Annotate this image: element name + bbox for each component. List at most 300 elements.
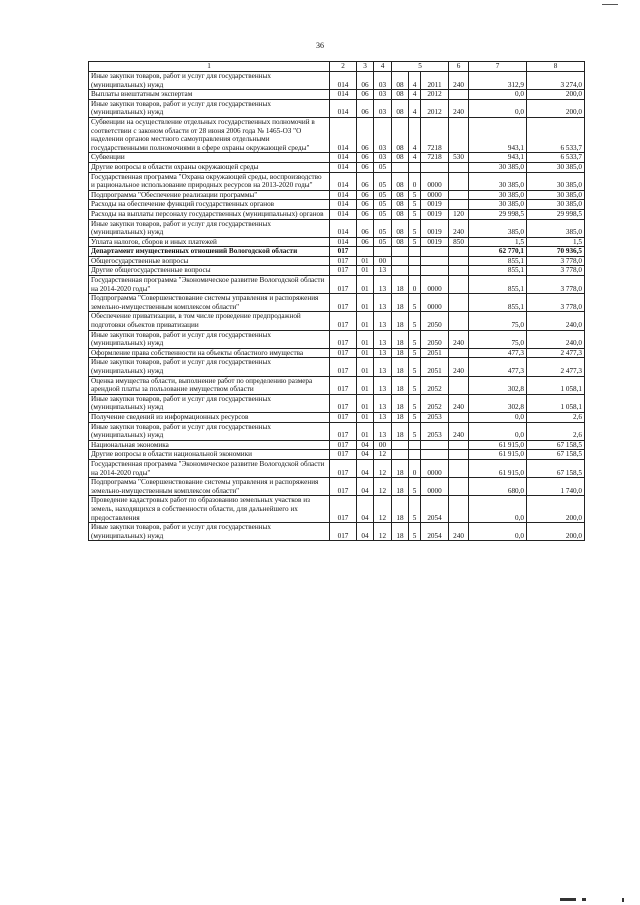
row-expense-type	[449, 440, 469, 450]
row-amount-year-2: 67 158,5	[527, 450, 585, 460]
row-subprogram-code	[409, 450, 421, 460]
row-admin-code: 014	[330, 219, 357, 237]
row-section: 01	[357, 276, 374, 294]
row-expense-type: 850	[449, 237, 469, 247]
row-admin-code: 017	[330, 376, 357, 394]
row-amount-year-1: 61 915,0	[469, 450, 527, 460]
row-subprogram-code	[409, 247, 421, 257]
row-amount-year-2: 2 477,3	[527, 348, 585, 358]
row-program-code: 18	[392, 523, 409, 541]
row-admin-code: 017	[330, 247, 357, 257]
row-direction-code: 7218	[421, 153, 449, 163]
row-direction-code: 0000	[421, 478, 449, 496]
row-admin-code: 014	[330, 99, 357, 117]
row-name: Иные закупки товаров, работ и услуг для государственных (муниципальных) нужд	[89, 422, 330, 440]
row-subprogram-code: 0	[409, 172, 421, 190]
table-row	[89, 348, 585, 358]
row-expense-type	[449, 172, 469, 190]
table-row	[89, 99, 585, 117]
row-direction-code: 2053	[421, 412, 449, 422]
row-subprogram-code: 4	[409, 153, 421, 163]
budget-table	[88, 61, 585, 541]
row-program-code: 18	[392, 312, 409, 330]
scan-mark	[582, 898, 586, 901]
row-direction-code	[421, 440, 449, 450]
row-expense-type	[449, 266, 469, 276]
row-subprogram-code: 5	[409, 422, 421, 440]
header-col-7: 7	[469, 62, 527, 72]
row-amount-year-1: 943,1	[469, 153, 527, 163]
row-name: Подпрограмма "Совершенствование системы управления и распоряжения земельно-имущественным комплексом области"	[89, 294, 330, 312]
row-subprogram-code: 4	[409, 72, 421, 90]
row-name: Общегосударственные вопросы	[89, 256, 330, 266]
row-expense-type	[449, 348, 469, 358]
row-subprogram-code: 5	[409, 496, 421, 523]
row-expense-type	[449, 478, 469, 496]
row-direction-code: 2050	[421, 330, 449, 348]
row-expense-type	[449, 90, 469, 100]
row-amount-year-2: 1 740,0	[527, 478, 585, 496]
row-program-code: 08	[392, 117, 409, 152]
row-section: 06	[357, 90, 374, 100]
row-subsection: 12	[374, 450, 392, 460]
row-amount-year-1: 0,0	[469, 99, 527, 117]
row-amount-year-1: 75,0	[469, 330, 527, 348]
row-amount-year-2: 200,0	[527, 496, 585, 523]
row-direction-code: 0000	[421, 190, 449, 200]
row-direction-code: 2052	[421, 394, 449, 412]
row-name: Выплаты внештатным экспертам	[89, 90, 330, 100]
row-name: Иные закупки товаров, работ и услуг для государственных (муниципальных) нужд	[89, 72, 330, 90]
row-direction-code: 2011	[421, 72, 449, 90]
row-section: 01	[357, 422, 374, 440]
row-subsection: 12	[374, 496, 392, 523]
row-program-code: 18	[392, 412, 409, 422]
row-subsection: 03	[374, 72, 392, 90]
row-program-code: 08	[392, 172, 409, 190]
row-subsection: 13	[374, 422, 392, 440]
row-admin-code: 017	[330, 330, 357, 348]
row-subsection: 03	[374, 153, 392, 163]
table-row	[89, 312, 585, 330]
table-row	[89, 412, 585, 422]
table-row	[89, 358, 585, 376]
row-expense-type	[449, 294, 469, 312]
row-subsection: 00	[374, 256, 392, 266]
row-expense-type	[449, 450, 469, 460]
row-amount-year-2: 30 385,0	[527, 200, 585, 210]
row-subsection: 12	[374, 523, 392, 541]
row-expense-type: 240	[449, 358, 469, 376]
row-expense-type: 240	[449, 99, 469, 117]
row-section: 04	[357, 440, 374, 450]
header-row	[89, 62, 585, 72]
row-program-code: 08	[392, 99, 409, 117]
row-subprogram-code: 5	[409, 478, 421, 496]
row-amount-year-2: 30 385,0	[527, 172, 585, 190]
row-direction-code	[421, 256, 449, 266]
row-name: Другие общегосударственные вопросы	[89, 266, 330, 276]
row-name: Подпрограмма "Совершенствование системы управления и распоряжения земельно-имущественным комплексом области"	[89, 478, 330, 496]
row-admin-code: 014	[330, 72, 357, 90]
row-admin-code: 017	[330, 496, 357, 523]
row-section: 06	[357, 153, 374, 163]
table-row	[89, 90, 585, 100]
row-direction-code: 0019	[421, 219, 449, 237]
row-section: 01	[357, 330, 374, 348]
row-section: 06	[357, 237, 374, 247]
table-row	[89, 200, 585, 210]
row-direction-code: 0000	[421, 172, 449, 190]
row-section: 06	[357, 172, 374, 190]
row-subprogram-code: 5	[409, 376, 421, 394]
row-subsection: 05	[374, 219, 392, 237]
row-amount-year-1: 855,1	[469, 276, 527, 294]
row-subprogram-code: 0	[409, 276, 421, 294]
table-row	[89, 276, 585, 294]
row-section: 04	[357, 523, 374, 541]
row-subsection: 13	[374, 348, 392, 358]
page-number: 36	[316, 41, 324, 50]
row-program-code: 18	[392, 422, 409, 440]
table-row	[89, 117, 585, 152]
row-name: Государственная программа "Экономическое развитие Вологодской области на 2014-2020 годы"	[89, 459, 330, 477]
row-amount-year-1: 680,0	[469, 478, 527, 496]
row-amount-year-2: 30 385,0	[527, 162, 585, 172]
row-subprogram-code: 0	[409, 459, 421, 477]
row-section: 01	[357, 412, 374, 422]
row-amount-year-2: 3 778,0	[527, 294, 585, 312]
row-subprogram-code: 5	[409, 312, 421, 330]
row-amount-year-2: 3 778,0	[527, 266, 585, 276]
row-admin-code: 017	[330, 459, 357, 477]
row-expense-type: 240	[449, 330, 469, 348]
row-subprogram-code: 4	[409, 99, 421, 117]
row-amount-year-1: 302,8	[469, 394, 527, 412]
row-admin-code: 014	[330, 200, 357, 210]
row-admin-code: 014	[330, 190, 357, 200]
row-section: 06	[357, 99, 374, 117]
row-section: 06	[357, 117, 374, 152]
row-amount-year-1: 1,5	[469, 237, 527, 247]
row-program-code: 18	[392, 459, 409, 477]
row-amount-year-1: 30 385,0	[469, 190, 527, 200]
row-direction-code: 0000	[421, 459, 449, 477]
row-direction-code: 2050	[421, 312, 449, 330]
table-row	[89, 330, 585, 348]
row-program-code	[392, 450, 409, 460]
row-program-code: 08	[392, 153, 409, 163]
row-amount-year-1: 0,0	[469, 422, 527, 440]
row-subsection: 13	[374, 266, 392, 276]
row-name: Субвенции	[89, 153, 330, 163]
row-subprogram-code: 5	[409, 237, 421, 247]
row-subsection	[374, 247, 392, 257]
row-amount-year-1: 30 385,0	[469, 200, 527, 210]
row-subsection: 05	[374, 172, 392, 190]
table-row	[89, 440, 585, 450]
row-subsection: 13	[374, 358, 392, 376]
row-subsection: 05	[374, 200, 392, 210]
row-admin-code: 014	[330, 209, 357, 219]
row-expense-type	[449, 190, 469, 200]
row-admin-code: 014	[330, 90, 357, 100]
row-program-code: 08	[392, 209, 409, 219]
table-row	[89, 422, 585, 440]
row-amount-year-1: 75,0	[469, 312, 527, 330]
row-amount-year-1: 477,3	[469, 348, 527, 358]
row-expense-type	[449, 459, 469, 477]
table-row	[89, 294, 585, 312]
row-amount-year-2: 6 533,7	[527, 117, 585, 152]
table-row	[89, 153, 585, 163]
table-row	[89, 459, 585, 477]
row-section: 01	[357, 266, 374, 276]
table-body	[89, 72, 585, 541]
row-subprogram-code: 5	[409, 219, 421, 237]
row-amount-year-2: 200,0	[527, 523, 585, 541]
table-row	[89, 72, 585, 90]
row-section: 06	[357, 200, 374, 210]
row-program-code: 18	[392, 394, 409, 412]
row-subsection: 13	[374, 376, 392, 394]
row-admin-code: 017	[330, 276, 357, 294]
row-name: Расходы на выплаты персоналу государственных (муниципальных) органов	[89, 209, 330, 219]
row-amount-year-2: 240,0	[527, 330, 585, 348]
row-admin-code: 017	[330, 440, 357, 450]
scan-mark	[602, 4, 618, 5]
row-expense-type: 240	[449, 422, 469, 440]
row-admin-code: 017	[330, 358, 357, 376]
row-direction-code: 2053	[421, 422, 449, 440]
row-subprogram-code: 5	[409, 348, 421, 358]
row-section: 01	[357, 376, 374, 394]
row-program-code	[392, 247, 409, 257]
row-name: Расходы на обеспечение функций государственных органов	[89, 200, 330, 210]
row-admin-code: 017	[330, 422, 357, 440]
row-section: 06	[357, 219, 374, 237]
row-program-code: 08	[392, 90, 409, 100]
row-section: 01	[357, 294, 374, 312]
table-row	[89, 219, 585, 237]
row-section: 01	[357, 394, 374, 412]
row-amount-year-1: 0,0	[469, 412, 527, 422]
row-amount-year-1: 943,1	[469, 117, 527, 152]
row-amount-year-1: 312,9	[469, 72, 527, 90]
row-name: Иные закупки товаров, работ и услуг для государственных (муниципальных) нужд	[89, 523, 330, 541]
row-admin-code: 017	[330, 478, 357, 496]
header-col-8: 8	[527, 62, 585, 72]
row-program-code: 08	[392, 219, 409, 237]
row-amount-year-2: 240,0	[527, 312, 585, 330]
scan-mark	[622, 898, 624, 902]
row-program-code	[392, 440, 409, 450]
row-section: 04	[357, 496, 374, 523]
row-section	[357, 247, 374, 257]
row-subprogram-code	[409, 266, 421, 276]
budget-table-container	[88, 61, 584, 541]
row-admin-code: 014	[330, 237, 357, 247]
row-direction-code: 7218	[421, 117, 449, 152]
row-amount-year-2: 30 385,0	[527, 190, 585, 200]
row-subsection: 03	[374, 90, 392, 100]
row-direction-code	[421, 162, 449, 172]
row-amount-year-1: 30 385,0	[469, 162, 527, 172]
row-admin-code: 017	[330, 294, 357, 312]
row-subsection: 05	[374, 209, 392, 219]
row-direction-code	[421, 450, 449, 460]
row-direction-code: 0019	[421, 200, 449, 210]
row-direction-code: 2054	[421, 523, 449, 541]
row-admin-code: 014	[330, 117, 357, 152]
row-name: Оформление права собственности на объекты областного имущества	[89, 348, 330, 358]
row-amount-year-2: 385,0	[527, 219, 585, 237]
row-name: Другие вопросы в области охраны окружающей среды	[89, 162, 330, 172]
table-row	[89, 523, 585, 541]
row-amount-year-1: 855,1	[469, 266, 527, 276]
row-direction-code: 2012	[421, 99, 449, 117]
row-subprogram-code: 5	[409, 294, 421, 312]
row-subsection: 05	[374, 190, 392, 200]
row-program-code: 18	[392, 330, 409, 348]
row-program-code	[392, 162, 409, 172]
row-expense-type: 530	[449, 153, 469, 163]
row-amount-year-2: 200,0	[527, 90, 585, 100]
row-expense-type: 240	[449, 72, 469, 90]
row-name: Уплата налогов, сборов и иных платежей	[89, 237, 330, 247]
row-name: Обеспечение приватизации, в том числе проведение предпродажной подготовки объектов приватизации	[89, 312, 330, 330]
row-subsection: 00	[374, 440, 392, 450]
row-amount-year-2: 3 778,0	[527, 256, 585, 266]
row-direction-code: 0019	[421, 237, 449, 247]
row-program-code: 18	[392, 376, 409, 394]
row-program-code: 18	[392, 276, 409, 294]
row-expense-type: 120	[449, 209, 469, 219]
row-subprogram-code: 5	[409, 358, 421, 376]
scan-mark	[560, 898, 576, 901]
row-section: 06	[357, 209, 374, 219]
row-subprogram-code: 5	[409, 190, 421, 200]
row-name: Иные закупки товаров, работ и услуг для государственных (муниципальных) нужд	[89, 99, 330, 117]
row-amount-year-2: 3 274,0	[527, 72, 585, 90]
row-name: Национальная экономика	[89, 440, 330, 450]
row-expense-type: 240	[449, 219, 469, 237]
row-direction-code: 0000	[421, 276, 449, 294]
row-section: 04	[357, 450, 374, 460]
table-row	[89, 478, 585, 496]
row-amount-year-1: 477,3	[469, 358, 527, 376]
row-section: 06	[357, 190, 374, 200]
row-direction-code: 2054	[421, 496, 449, 523]
row-subprogram-code: 5	[409, 412, 421, 422]
row-section: 01	[357, 348, 374, 358]
row-admin-code: 017	[330, 523, 357, 541]
row-program-code: 18	[392, 348, 409, 358]
row-amount-year-2: 2,6	[527, 422, 585, 440]
row-amount-year-1: 385,0	[469, 219, 527, 237]
row-direction-code: 0019	[421, 209, 449, 219]
row-admin-code: 017	[330, 394, 357, 412]
row-amount-year-1: 30 385,0	[469, 172, 527, 190]
row-subprogram-code: 4	[409, 117, 421, 152]
row-admin-code: 017	[330, 266, 357, 276]
row-section: 04	[357, 478, 374, 496]
row-direction-code: 2052	[421, 376, 449, 394]
row-expense-type	[449, 117, 469, 152]
row-name: Получение сведений из информационных ресурсов	[89, 412, 330, 422]
row-amount-year-1: 61 915,0	[469, 440, 527, 450]
row-name: Иные закупки товаров, работ и услуг для государственных (муниципальных) нужд	[89, 219, 330, 237]
row-program-code: 18	[392, 358, 409, 376]
row-expense-type	[449, 412, 469, 422]
row-section: 01	[357, 312, 374, 330]
table-row	[89, 394, 585, 412]
row-admin-code: 017	[330, 450, 357, 460]
row-name: Иные закупки товаров, работ и услуг для государственных (муниципальных) нужд	[89, 394, 330, 412]
row-amount-year-1: 0,0	[469, 496, 527, 523]
row-subsection: 13	[374, 330, 392, 348]
row-amount-year-2: 67 158,5	[527, 440, 585, 450]
row-subsection: 13	[374, 312, 392, 330]
row-admin-code: 017	[330, 312, 357, 330]
table-row	[89, 256, 585, 266]
row-name: Иные закупки товаров, работ и услуг для государственных (муниципальных) нужд	[89, 358, 330, 376]
row-amount-year-2: 3 778,0	[527, 276, 585, 294]
row-subprogram-code: 5	[409, 330, 421, 348]
table-row	[89, 247, 585, 257]
row-subprogram-code: 5	[409, 200, 421, 210]
row-section: 06	[357, 162, 374, 172]
row-expense-type	[449, 162, 469, 172]
row-expense-type	[449, 247, 469, 257]
row-program-code: 18	[392, 478, 409, 496]
row-direction-code	[421, 266, 449, 276]
row-expense-type	[449, 276, 469, 294]
row-amount-year-2: 200,0	[527, 99, 585, 117]
row-amount-year-1: 302,8	[469, 376, 527, 394]
row-amount-year-1: 29 998,5	[469, 209, 527, 219]
table-row	[89, 376, 585, 394]
row-program-code: 18	[392, 496, 409, 523]
row-name: Иные закупки товаров, работ и услуг для государственных (муниципальных) нужд	[89, 330, 330, 348]
row-name: Государственная программа "Охрана окружающей среды, воспроизводство и рациональное использование природных ресурсов на 2013-2020 годы"	[89, 172, 330, 190]
row-subprogram-code: 5	[409, 394, 421, 412]
row-program-code: 08	[392, 200, 409, 210]
row-subsection: 05	[374, 162, 392, 172]
row-subprogram-code	[409, 256, 421, 266]
row-expense-type	[449, 376, 469, 394]
row-subprogram-code: 5	[409, 209, 421, 219]
row-direction-code: 2051	[421, 348, 449, 358]
row-program-code	[392, 266, 409, 276]
row-admin-code: 014	[330, 153, 357, 163]
row-amount-year-2: 2,6	[527, 412, 585, 422]
row-name: Проведение кадастровых работ по образованию земельных участков из земель, находящихся в собственности области, для дальнейшего их предоставления	[89, 496, 330, 523]
row-subsection: 05	[374, 237, 392, 247]
row-subsection: 13	[374, 412, 392, 422]
row-subsection: 13	[374, 276, 392, 294]
row-program-code: 08	[392, 72, 409, 90]
row-name: Другие вопросы в области национальной экономики	[89, 450, 330, 460]
row-section: 06	[357, 72, 374, 90]
row-amount-year-1: 0,0	[469, 90, 527, 100]
row-program-code: 18	[392, 294, 409, 312]
row-amount-year-2: 6 533,7	[527, 153, 585, 163]
row-subsection: 12	[374, 478, 392, 496]
row-subsection: 03	[374, 117, 392, 152]
row-amount-year-2: 67 158,5	[527, 459, 585, 477]
row-subsection: 12	[374, 459, 392, 477]
